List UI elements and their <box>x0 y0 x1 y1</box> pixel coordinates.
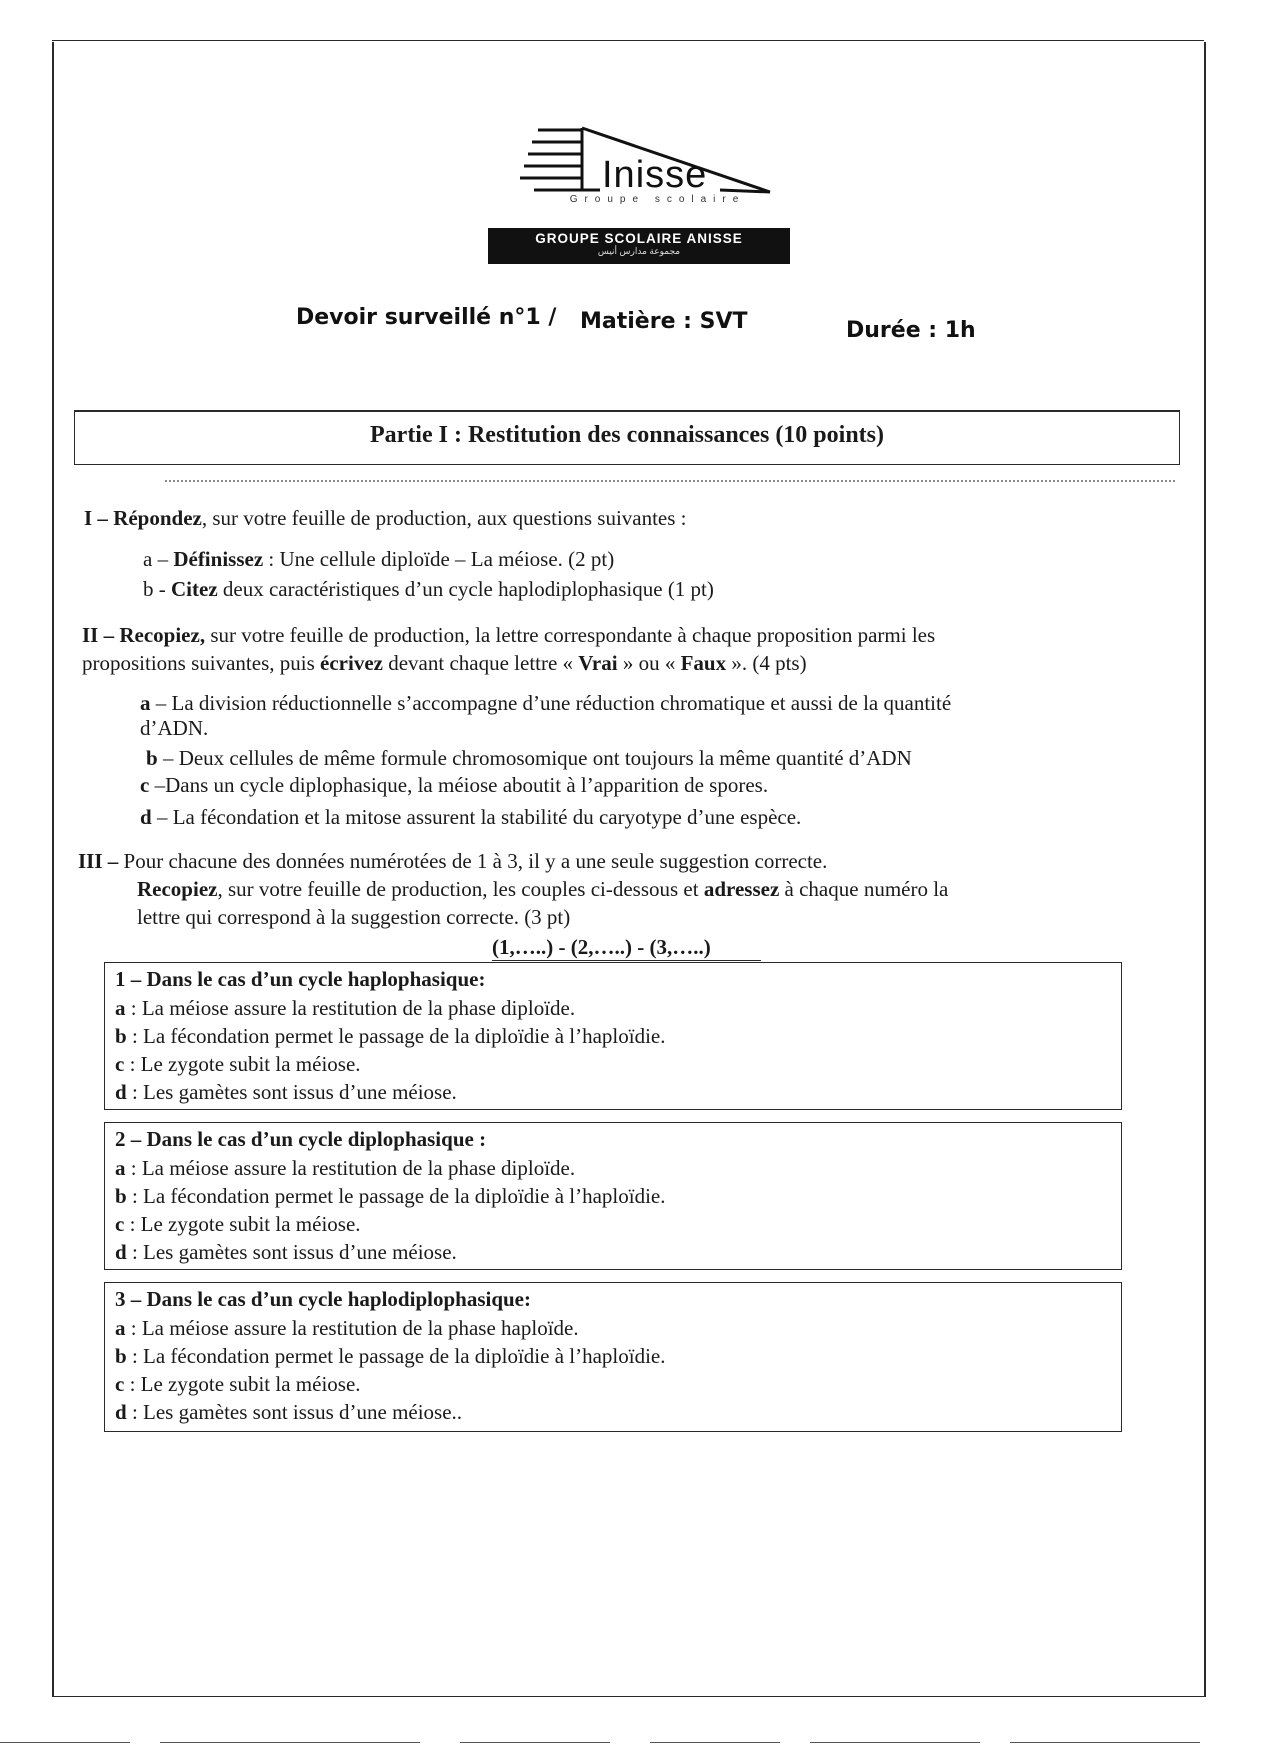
instruction-text: , sur votre feuille de production, les couples ci-dessous et <box>217 877 704 901</box>
question-box-2 <box>104 1122 1122 1270</box>
option-text: : Les gamètes sont issus d’une méiose.. <box>126 1400 463 1424</box>
instruction-verb: Répondez <box>113 506 202 530</box>
option-b <box>115 1023 666 1049</box>
option-text: : Le zygote subit la méiose. <box>124 1212 361 1236</box>
section-number: I – <box>84 506 108 530</box>
scan-artifact-line <box>460 1742 610 1743</box>
option-text: : La méiose assure la restitution de la phase diploïde. <box>125 1156 576 1180</box>
proposition-b <box>146 745 912 771</box>
option-label: d <box>115 1080 127 1104</box>
question-label: b - <box>143 577 166 601</box>
instruction-verb: écrivez <box>320 651 383 675</box>
question-label: a – <box>143 547 169 571</box>
logo-wordmark: Inisse <box>602 154 708 196</box>
instruction-text: ». (4 pts) <box>726 651 807 675</box>
answer-couples: (1,…..) - (2,…..) - (3,…..) <box>492 934 761 961</box>
scan-artifact-line <box>810 1742 980 1743</box>
option-text: : La méiose assure la restitution de la phase diploïde. <box>125 996 576 1020</box>
section-3-instruction-line3: lettre qui correspond à la suggestion correcte. (3 pt) <box>137 905 571 929</box>
proposition-label: d <box>140 805 152 829</box>
instruction-text: Pour chacune des données numérotées de 1 à 3, il y a une seule suggestion correcte. <box>118 849 828 873</box>
option-text: : La fécondation permet le passage de la diploïdie à l’haploïdie. <box>126 1184 666 1208</box>
option-d <box>115 1239 457 1265</box>
question-text: deux caractéristiques d’un cycle haplodiplophasique (1 pt) <box>217 577 714 601</box>
option-text: : Le zygote subit la méiose. <box>124 1052 361 1076</box>
option-b <box>115 1343 666 1369</box>
question-box-3 <box>104 1282 1122 1432</box>
proposition-label: a <box>140 691 151 715</box>
option-label: a <box>115 996 126 1020</box>
option-a <box>115 1155 575 1181</box>
box-title: 2 – Dans le cas d’un cycle diplophasique : <box>115 1127 487 1151</box>
instruction-text: devant chaque lettre « <box>382 651 579 675</box>
option-label: c <box>115 1212 125 1236</box>
box-title: 3 – Dans le cas d’un cycle haplodiplophasique: <box>115 1287 532 1311</box>
proposition-text: –Dans un cycle diplophasique, la méiose aboutit à l’apparition de spores. <box>149 773 769 797</box>
proposition-c <box>140 772 768 798</box>
question-1a <box>143 546 614 572</box>
option-label: a <box>115 1316 126 1340</box>
question-text: : Une cellule diploïde – La méiose. (2 pt) <box>263 547 615 571</box>
option-text: : La méiose assure la restitution de la phase haploïde. <box>125 1316 579 1340</box>
instruction-text: » ou « <box>617 651 681 675</box>
option-c <box>115 1051 361 1077</box>
question-1b <box>143 576 714 602</box>
school-logo <box>520 120 785 215</box>
keyword-faux: Faux <box>680 651 727 675</box>
proposition-text: – Deux cellules de même formule chromosomique ont toujours la même quantité d’ADN <box>157 746 912 770</box>
logo-subtitle: Groupe scolaire <box>569 194 746 205</box>
section-1-instruction <box>84 505 687 531</box>
section-2-instruction-line1 <box>82 622 935 648</box>
option-text: : Le zygote subit la méiose. <box>124 1372 361 1396</box>
option-d <box>115 1399 462 1425</box>
instruction-text: à chaque numéro la <box>779 877 949 901</box>
option-label: b <box>115 1024 127 1048</box>
option-label: b <box>115 1344 127 1368</box>
section-3-instruction-line2 <box>137 876 948 902</box>
part-title-box <box>74 410 1180 465</box>
option-a <box>115 995 575 1021</box>
section-2-instruction-line2 <box>82 650 807 676</box>
option-a <box>115 1315 579 1341</box>
option-d <box>115 1079 457 1105</box>
option-label: d <box>115 1240 127 1264</box>
option-label: c <box>115 1052 125 1076</box>
proposition-text: – La division réductionnelle s’accompagne d’une réduction chromatique et aussi de la quantité <box>150 691 952 715</box>
banner-title: GROUPE SCOLAIRE ANISSE <box>535 231 743 246</box>
option-label: a <box>115 1156 126 1180</box>
proposition-label: b <box>146 746 158 770</box>
scan-artifact-line <box>0 1742 130 1743</box>
instruction-verb: Définissez <box>173 547 264 571</box>
proposition-text: – La fécondation et la mitose assurent la stabilité du caryotype d’une espèce. <box>151 805 802 829</box>
proposition-d <box>140 804 801 830</box>
instruction-text: , sur votre feuille de production, aux questions suivantes : <box>201 506 687 530</box>
option-text: : Les gamètes sont issus d’une méiose. <box>126 1080 457 1104</box>
scan-artifact-line <box>1010 1742 1200 1743</box>
proposition-label: c <box>140 773 150 797</box>
option-text: : La fécondation permet le passage de la diploïdie à l’haploïdie. <box>126 1344 666 1368</box>
option-c <box>115 1371 361 1397</box>
school-banner <box>488 228 790 264</box>
scan-artifact-line <box>160 1742 420 1743</box>
instruction-text: propositions suivantes, puis <box>82 651 321 675</box>
subject: Matière : SVT <box>580 309 748 334</box>
instruction-verb: adressez <box>703 877 780 901</box>
page-bottom-border <box>52 1696 1204 1697</box>
exam-title: Devoir surveillé n°1 / <box>296 305 557 330</box>
duration: Durée : 1h <box>846 318 976 343</box>
instruction-verb: Recopiez <box>137 877 218 901</box>
scan-artifact-line <box>650 1742 780 1743</box>
option-text: : La fécondation permet le passage de la diploïdie à l’haploïdie. <box>126 1024 666 1048</box>
option-label: c <box>115 1372 125 1396</box>
box-title: 1 – Dans le cas d’un cycle haplophasique: <box>115 967 486 991</box>
option-c <box>115 1211 361 1237</box>
option-label: b <box>115 1184 127 1208</box>
option-text: : Les gamètes sont issus d’une méiose. <box>126 1240 457 1264</box>
proposition-a-line2: d’ADN. <box>140 716 209 740</box>
option-label: d <box>115 1400 127 1424</box>
keyword-vrai: Vrai <box>578 651 618 675</box>
option-b <box>115 1183 666 1209</box>
section-number: II – <box>82 623 115 647</box>
instruction-verb: Recopiez, <box>119 623 206 647</box>
proposition-a-line1 <box>140 690 951 716</box>
question-box-1 <box>104 962 1122 1110</box>
instruction-verb: Citez <box>171 577 218 601</box>
section-3-instruction-line1 <box>78 848 827 874</box>
part-title: Partie I : Restitution des connaissances (10 points) <box>370 422 884 448</box>
instruction-text: sur votre feuille de production, la lettre correspondante à chaque proposition parmi les <box>205 623 936 647</box>
section-number: III – <box>78 849 119 873</box>
page-top-border <box>52 40 1204 41</box>
banner-arabic: مجموعة مدارس أنيس <box>597 246 681 256</box>
dotted-separator <box>165 480 1175 482</box>
